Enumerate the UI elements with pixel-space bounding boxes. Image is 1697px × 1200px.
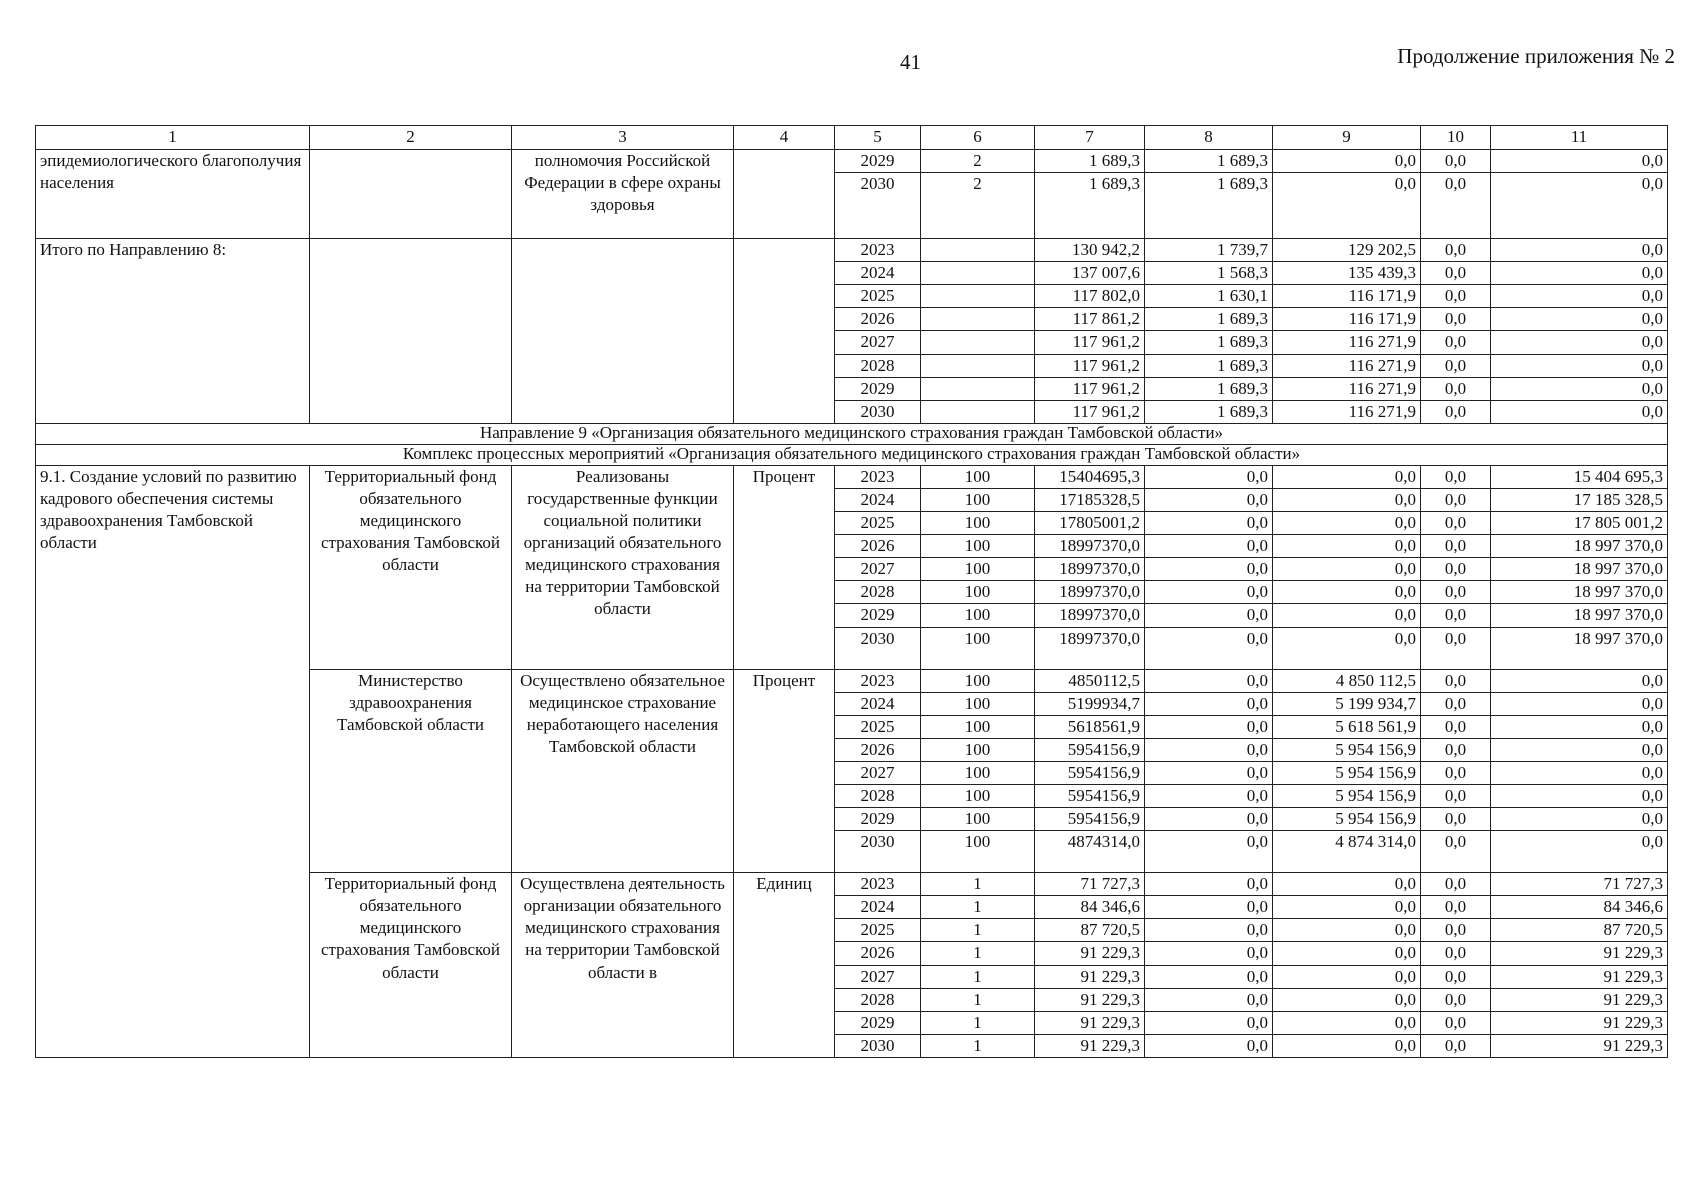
total-amount-cell: 18997370,0: [1035, 604, 1145, 627]
year-cell: 2024: [835, 692, 921, 715]
year-cell: 2030: [835, 627, 921, 669]
regional-budget-cell: 0,0: [1273, 873, 1421, 896]
regional-budget-cell: 0,0: [1273, 512, 1421, 535]
total-amount-cell: 18997370,0: [1035, 627, 1145, 669]
federal-budget-cell: 0,0: [1145, 942, 1273, 965]
extrabudgetary-cell: 91 229,3: [1491, 942, 1668, 965]
local-budget-cell: 0,0: [1421, 738, 1491, 761]
local-budget-cell: 0,0: [1421, 761, 1491, 784]
federal-budget-cell: 1 739,7: [1145, 239, 1273, 262]
extrabudgetary-cell: 0,0: [1491, 239, 1668, 262]
indicator-value-cell: 100: [921, 627, 1035, 669]
total-amount-cell: 117 961,2: [1035, 377, 1145, 400]
extrabudgetary-cell: 17 805 001,2: [1491, 512, 1668, 535]
indicator-value-cell: [921, 285, 1035, 308]
regional-budget-cell: 5 199 934,7: [1273, 692, 1421, 715]
year-cell: 2029: [835, 377, 921, 400]
federal-budget-cell: 1 689,3: [1145, 377, 1273, 400]
regional-budget-cell: 0,0: [1273, 465, 1421, 488]
year-cell: 2026: [835, 738, 921, 761]
total-amount-cell: 91 229,3: [1035, 1011, 1145, 1034]
indicator-value-cell: 100: [921, 715, 1035, 738]
extrabudgetary-cell: 0,0: [1491, 784, 1668, 807]
indicator-value-cell: [921, 354, 1035, 377]
year-cell: 2025: [835, 512, 921, 535]
extrabudgetary-cell: 0,0: [1491, 173, 1668, 239]
total-amount-cell: 17185328,5: [1035, 488, 1145, 511]
federal-budget-cell: 0,0: [1145, 627, 1273, 669]
year-cell: 2026: [835, 942, 921, 965]
total-amount-cell: 5954156,9: [1035, 738, 1145, 761]
year-cell: 2030: [835, 173, 921, 239]
indicator-value-cell: [921, 262, 1035, 285]
page-number: 41: [900, 50, 921, 74]
local-budget-cell: 0,0: [1421, 173, 1491, 239]
year-cell: 2028: [835, 354, 921, 377]
result-description-cell: Осуществлена деятельность организации обязательного медицинского страхования на территории Тамбовской области в: [512, 873, 734, 1058]
total-amount-cell: 5954156,9: [1035, 808, 1145, 831]
year-cell: 2029: [835, 1011, 921, 1034]
indicator-value-cell: 1: [921, 873, 1035, 896]
indicator-value-cell: 1: [921, 919, 1035, 942]
extrabudgetary-cell: 0,0: [1491, 692, 1668, 715]
total-direction-8-label: Итого по Направлению 8:: [36, 239, 310, 424]
indicator-value-cell: 100: [921, 535, 1035, 558]
extrabudgetary-cell: 0,0: [1491, 669, 1668, 692]
year-cell: 2028: [835, 581, 921, 604]
local-budget-cell: 0,0: [1421, 400, 1491, 423]
year-cell: 2030: [835, 1034, 921, 1057]
regional-budget-cell: 0,0: [1273, 988, 1421, 1011]
federal-budget-cell: 0,0: [1145, 919, 1273, 942]
year-cell: 2023: [835, 873, 921, 896]
direction-9-row: [36, 423, 1668, 444]
regional-budget-cell: 129 202,5: [1273, 239, 1421, 262]
regional-budget-cell: 5 954 156,9: [1273, 808, 1421, 831]
year-cell: 2030: [835, 831, 921, 873]
indicator-value-cell: 100: [921, 581, 1035, 604]
federal-budget-cell: 0,0: [1145, 988, 1273, 1011]
total-amount-cell: 117 802,0: [1035, 285, 1145, 308]
indicator-value-cell: 1: [921, 1034, 1035, 1057]
extrabudgetary-cell: 0,0: [1491, 262, 1668, 285]
total-amount-cell: 18997370,0: [1035, 535, 1145, 558]
federal-budget-cell: 0,0: [1145, 738, 1273, 761]
result-description-cell: [512, 239, 734, 424]
regional-budget-cell: 0,0: [1273, 627, 1421, 669]
year-cell: 2024: [835, 488, 921, 511]
indicator-value-cell: [921, 331, 1035, 354]
regional-budget-cell: 135 439,3: [1273, 262, 1421, 285]
total-amount-cell: 5954156,9: [1035, 784, 1145, 807]
extrabudgetary-cell: 0,0: [1491, 715, 1668, 738]
year-cell: 2025: [835, 285, 921, 308]
total-amount-cell: 18997370,0: [1035, 581, 1145, 604]
regional-budget-cell: 0,0: [1273, 896, 1421, 919]
extrabudgetary-cell: 91 229,3: [1491, 1034, 1668, 1057]
extrabudgetary-cell: 0,0: [1491, 831, 1668, 873]
indicator-value-cell: 100: [921, 558, 1035, 581]
indicator-value-cell: 100: [921, 738, 1035, 761]
indicator-value-cell: 100: [921, 761, 1035, 784]
result-description-cell: полномочия Российской Федерации в сфере охраны здоровья: [512, 150, 734, 239]
local-budget-cell: 0,0: [1421, 669, 1491, 692]
federal-budget-cell: 0,0: [1145, 465, 1273, 488]
local-budget-cell: 0,0: [1421, 558, 1491, 581]
year-cell: 2029: [835, 150, 921, 173]
indicator-value-cell: [921, 308, 1035, 331]
year-cell: 2023: [835, 669, 921, 692]
column-number-8: 8: [1145, 126, 1273, 150]
total-amount-cell: 4874314,0: [1035, 831, 1145, 873]
federal-budget-cell: 1 689,3: [1145, 400, 1273, 423]
regional-budget-cell: 0,0: [1273, 1011, 1421, 1034]
local-budget-cell: 0,0: [1421, 1034, 1491, 1057]
regional-budget-cell: 0,0: [1273, 1034, 1421, 1057]
local-budget-cell: 0,0: [1421, 965, 1491, 988]
indicator-value-cell: 100: [921, 512, 1035, 535]
column-number-4: 4: [734, 126, 835, 150]
column-number-row: [36, 126, 1668, 150]
regional-budget-cell: 4 874 314,0: [1273, 831, 1421, 873]
total-amount-cell: 84 346,6: [1035, 896, 1145, 919]
year-cell: 2027: [835, 965, 921, 988]
total-amount-cell: 15404695,3: [1035, 465, 1145, 488]
executor-cell: [310, 239, 512, 424]
unit-cell: Процент: [734, 465, 835, 669]
year-cell: 2030: [835, 400, 921, 423]
local-budget-cell: 0,0: [1421, 604, 1491, 627]
extrabudgetary-cell: 87 720,5: [1491, 919, 1668, 942]
total-amount-cell: 130 942,2: [1035, 239, 1145, 262]
unit-cell: Процент: [734, 669, 835, 873]
federal-budget-cell: 1 689,3: [1145, 150, 1273, 173]
indicator-value-cell: 100: [921, 831, 1035, 873]
regional-budget-cell: 116 271,9: [1273, 354, 1421, 377]
total-amount-cell: 1 689,3: [1035, 173, 1145, 239]
federal-budget-cell: 1 689,3: [1145, 354, 1273, 377]
federal-budget-cell: 0,0: [1145, 784, 1273, 807]
federal-budget-cell: 0,0: [1145, 1011, 1273, 1034]
regional-budget-cell: 5 954 156,9: [1273, 761, 1421, 784]
extrabudgetary-cell: 0,0: [1491, 285, 1668, 308]
indicator-value-cell: [921, 377, 1035, 400]
local-budget-cell: 0,0: [1421, 285, 1491, 308]
federal-budget-cell: 0,0: [1145, 873, 1273, 896]
column-number-7: 7: [1035, 126, 1145, 150]
local-budget-cell: 0,0: [1421, 831, 1491, 873]
local-budget-cell: 0,0: [1421, 873, 1491, 896]
indicator-value-cell: 1: [921, 988, 1035, 1011]
local-budget-cell: 0,0: [1421, 512, 1491, 535]
year-cell: 2029: [835, 604, 921, 627]
local-budget-cell: 0,0: [1421, 239, 1491, 262]
local-budget-cell: 0,0: [1421, 262, 1491, 285]
regional-budget-cell: 0,0: [1273, 581, 1421, 604]
executor-cell: [310, 150, 512, 239]
federal-budget-cell: 0,0: [1145, 831, 1273, 873]
extrabudgetary-cell: 18 997 370,0: [1491, 581, 1668, 604]
federal-budget-cell: 1 630,1: [1145, 285, 1273, 308]
total-amount-cell: 5199934,7: [1035, 692, 1145, 715]
total-amount-cell: 18997370,0: [1035, 558, 1145, 581]
column-number-11: 11: [1491, 126, 1668, 150]
regional-budget-cell: 0,0: [1273, 942, 1421, 965]
column-number-3: 3: [512, 126, 734, 150]
local-budget-cell: 0,0: [1421, 692, 1491, 715]
federal-budget-cell: 0,0: [1145, 669, 1273, 692]
indicator-value-cell: 1: [921, 942, 1035, 965]
regional-budget-cell: 116 271,9: [1273, 331, 1421, 354]
regional-budget-cell: 5 954 156,9: [1273, 784, 1421, 807]
measure-name-cell: эпидемиологического благополучия населения: [36, 150, 310, 239]
extrabudgetary-cell: 0,0: [1491, 150, 1668, 173]
total-amount-cell: 117 961,2: [1035, 354, 1145, 377]
indicator-value-cell: 100: [921, 784, 1035, 807]
federal-budget-cell: 0,0: [1145, 1034, 1273, 1057]
extrabudgetary-cell: 0,0: [1491, 331, 1668, 354]
extrabudgetary-cell: 91 229,3: [1491, 965, 1668, 988]
federal-budget-cell: 0,0: [1145, 488, 1273, 511]
budget-table: [35, 125, 1668, 1058]
extrabudgetary-cell: 15 404 695,3: [1491, 465, 1668, 488]
year-cell: 2027: [835, 558, 921, 581]
total-amount-cell: 1 689,3: [1035, 150, 1145, 173]
year-cell: 2024: [835, 896, 921, 919]
local-budget-cell: 0,0: [1421, 465, 1491, 488]
extrabudgetary-cell: 91 229,3: [1491, 988, 1668, 1011]
executor-cell: Территориальный фонд обязательного медицинского страхования Тамбовской области: [310, 873, 512, 1058]
unit-cell: Единиц: [734, 873, 835, 1058]
year-cell: 2023: [835, 239, 921, 262]
local-budget-cell: 0,0: [1421, 308, 1491, 331]
column-number-2: 2: [310, 126, 512, 150]
extrabudgetary-cell: 91 229,3: [1491, 1011, 1668, 1034]
executor-cell: Территориальный фонд обязательного медицинского страхования Тамбовской области: [310, 465, 512, 669]
indicator-value-cell: 100: [921, 604, 1035, 627]
federal-budget-cell: 0,0: [1145, 715, 1273, 738]
total-amount-cell: 91 229,3: [1035, 1034, 1145, 1057]
measure-9-1-label: 9.1. Создание условий по развитию кадрового обеспечения системы здравоохранения Тамбовской области: [36, 465, 310, 1057]
regional-budget-cell: 5 618 561,9: [1273, 715, 1421, 738]
total-amount-cell: 117 861,2: [1035, 308, 1145, 331]
indicator-value-cell: 1: [921, 896, 1035, 919]
executor-cell: Министерство здравоохранения Тамбовской области: [310, 669, 512, 873]
indicator-value-cell: [921, 400, 1035, 423]
regional-budget-cell: 0,0: [1273, 488, 1421, 511]
federal-budget-cell: 0,0: [1145, 965, 1273, 988]
extrabudgetary-cell: 18 997 370,0: [1491, 604, 1668, 627]
regional-budget-cell: 5 954 156,9: [1273, 738, 1421, 761]
total-amount-cell: 71 727,3: [1035, 873, 1145, 896]
regional-budget-cell: 4 850 112,5: [1273, 669, 1421, 692]
complex-row: [36, 444, 1668, 465]
year-cell: 2023: [835, 465, 921, 488]
local-budget-cell: 0,0: [1421, 784, 1491, 807]
regional-budget-cell: 0,0: [1273, 558, 1421, 581]
total-amount-cell: 17805001,2: [1035, 512, 1145, 535]
regional-budget-cell: 116 271,9: [1273, 400, 1421, 423]
federal-budget-cell: 0,0: [1145, 761, 1273, 784]
federal-budget-cell: 1 689,3: [1145, 308, 1273, 331]
local-budget-cell: 0,0: [1421, 581, 1491, 604]
indicator-value-cell: 2: [921, 173, 1035, 239]
unit-cell: [734, 150, 835, 239]
extrabudgetary-cell: 0,0: [1491, 738, 1668, 761]
year-cell: 2029: [835, 808, 921, 831]
year-cell: 2025: [835, 715, 921, 738]
table-row: [36, 239, 1668, 262]
total-amount-cell: 5618561,9: [1035, 715, 1145, 738]
year-cell: 2027: [835, 331, 921, 354]
indicator-value-cell: 100: [921, 488, 1035, 511]
total-amount-cell: 137 007,6: [1035, 262, 1145, 285]
year-cell: 2027: [835, 761, 921, 784]
local-budget-cell: 0,0: [1421, 354, 1491, 377]
direction-9-title: Направление 9 «Организация обязательного медицинского страхования граждан Тамбовской области»: [36, 423, 1668, 444]
regional-budget-cell: 116 271,9: [1273, 377, 1421, 400]
total-amount-cell: 117 961,2: [1035, 400, 1145, 423]
local-budget-cell: 0,0: [1421, 331, 1491, 354]
local-budget-cell: 0,0: [1421, 988, 1491, 1011]
extrabudgetary-cell: 17 185 328,5: [1491, 488, 1668, 511]
total-amount-cell: 91 229,3: [1035, 965, 1145, 988]
complex-title: Комплекс процессных мероприятий «Организация обязательного медицинского страхования граждан Тамбовской области»: [36, 444, 1668, 465]
column-number-6: 6: [921, 126, 1035, 150]
extrabudgetary-cell: 84 346,6: [1491, 896, 1668, 919]
federal-budget-cell: 0,0: [1145, 558, 1273, 581]
column-number-1: 1: [36, 126, 310, 150]
regional-budget-cell: 0,0: [1273, 173, 1421, 239]
extrabudgetary-cell: 71 727,3: [1491, 873, 1668, 896]
year-cell: 2028: [835, 988, 921, 1011]
regional-budget-cell: 0,0: [1273, 919, 1421, 942]
local-budget-cell: 0,0: [1421, 377, 1491, 400]
federal-budget-cell: 0,0: [1145, 581, 1273, 604]
federal-budget-cell: 0,0: [1145, 808, 1273, 831]
indicator-value-cell: 100: [921, 465, 1035, 488]
extrabudgetary-cell: 0,0: [1491, 377, 1668, 400]
federal-budget-cell: 1 568,3: [1145, 262, 1273, 285]
extrabudgetary-cell: 0,0: [1491, 400, 1668, 423]
local-budget-cell: 0,0: [1421, 715, 1491, 738]
year-cell: 2026: [835, 308, 921, 331]
extrabudgetary-cell: 0,0: [1491, 308, 1668, 331]
table-row: [36, 465, 1668, 488]
regional-budget-cell: 116 171,9: [1273, 285, 1421, 308]
local-budget-cell: 0,0: [1421, 627, 1491, 669]
local-budget-cell: 0,0: [1421, 896, 1491, 919]
extrabudgetary-cell: 18 997 370,0: [1491, 627, 1668, 669]
appendix-continuation-note: Продолжение приложения № 2: [1397, 44, 1675, 68]
extrabudgetary-cell: 0,0: [1491, 761, 1668, 784]
federal-budget-cell: 1 689,3: [1145, 173, 1273, 239]
column-number-9: 9: [1273, 126, 1421, 150]
federal-budget-cell: 0,0: [1145, 896, 1273, 919]
indicator-value-cell: [921, 239, 1035, 262]
regional-budget-cell: 0,0: [1273, 150, 1421, 173]
indicator-value-cell: 1: [921, 965, 1035, 988]
result-description-cell: Осуществлено обязательное медицинское страхование неработающего населения Тамбовской области: [512, 669, 734, 873]
total-amount-cell: 5954156,9: [1035, 761, 1145, 784]
local-budget-cell: 0,0: [1421, 919, 1491, 942]
local-budget-cell: 0,0: [1421, 150, 1491, 173]
extrabudgetary-cell: 0,0: [1491, 808, 1668, 831]
federal-budget-cell: 0,0: [1145, 604, 1273, 627]
year-cell: 2025: [835, 919, 921, 942]
total-amount-cell: 91 229,3: [1035, 988, 1145, 1011]
indicator-value-cell: 100: [921, 808, 1035, 831]
total-amount-cell: 87 720,5: [1035, 919, 1145, 942]
table-row: [36, 150, 1668, 173]
local-budget-cell: 0,0: [1421, 942, 1491, 965]
federal-budget-cell: 0,0: [1145, 692, 1273, 715]
year-cell: 2024: [835, 262, 921, 285]
indicator-value-cell: 100: [921, 692, 1035, 715]
regional-budget-cell: 0,0: [1273, 535, 1421, 558]
local-budget-cell: 0,0: [1421, 808, 1491, 831]
federal-budget-cell: 1 689,3: [1145, 331, 1273, 354]
local-budget-cell: 0,0: [1421, 1011, 1491, 1034]
unit-cell: [734, 239, 835, 424]
extrabudgetary-cell: 18 997 370,0: [1491, 535, 1668, 558]
indicator-value-cell: 2: [921, 150, 1035, 173]
total-amount-cell: 4850112,5: [1035, 669, 1145, 692]
result-description-cell: Реализованы государственные функции социальной политики организаций обязательного медицинского страхования на территории Тамбовской области: [512, 465, 734, 669]
regional-budget-cell: 116 171,9: [1273, 308, 1421, 331]
year-cell: 2026: [835, 535, 921, 558]
year-cell: 2028: [835, 784, 921, 807]
total-amount-cell: 91 229,3: [1035, 942, 1145, 965]
regional-budget-cell: 0,0: [1273, 604, 1421, 627]
federal-budget-cell: 0,0: [1145, 512, 1273, 535]
local-budget-cell: 0,0: [1421, 535, 1491, 558]
local-budget-cell: 0,0: [1421, 488, 1491, 511]
indicator-value-cell: 100: [921, 669, 1035, 692]
extrabudgetary-cell: 18 997 370,0: [1491, 558, 1668, 581]
regional-budget-cell: 0,0: [1273, 965, 1421, 988]
total-amount-cell: 117 961,2: [1035, 331, 1145, 354]
indicator-value-cell: 1: [921, 1011, 1035, 1034]
federal-budget-cell: 0,0: [1145, 535, 1273, 558]
column-number-10: 10: [1421, 126, 1491, 150]
column-number-5: 5: [835, 126, 921, 150]
extrabudgetary-cell: 0,0: [1491, 354, 1668, 377]
